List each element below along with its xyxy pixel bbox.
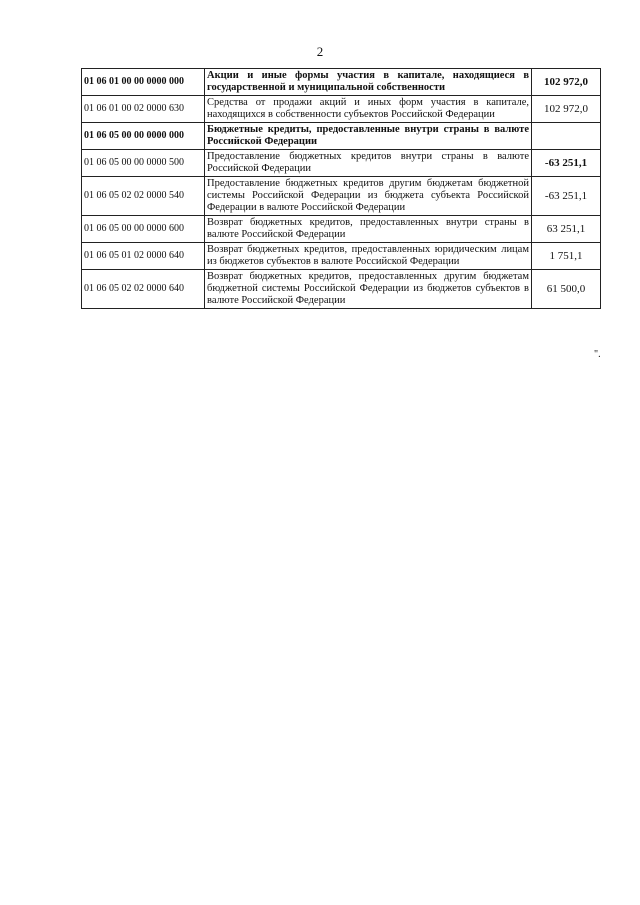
table-row <box>82 69 601 96</box>
item-name-cell: Предоставление бюджетных кредитов другим бюджетам бюджетной системы Российской Федерации из бюджета субъекта Российской Федерации в валюте Российской Федерации <box>205 177 532 216</box>
table-row <box>82 216 601 243</box>
table-row <box>82 150 601 177</box>
budget-code-cell: 01 06 05 02 02 0000 540 <box>82 177 205 216</box>
table-row <box>82 177 601 216</box>
amount-cell: -63 251,1 <box>532 177 601 216</box>
budget-sources-table <box>81 68 601 309</box>
amount-cell: 63 251,1 <box>532 216 601 243</box>
item-name-cell: Средства от продажи акций и иных форм участия в капитале, находящихся в собственности субъектов Российской Федерации <box>205 96 532 123</box>
table-row <box>82 96 601 123</box>
item-name-cell: Возврат бюджетных кредитов, предоставленных юридическим лицам из бюджетов субъектов в валюте Российской Федерации <box>205 243 532 270</box>
item-name-cell: Возврат бюджетных кредитов, предоставленных другим бюджетам бюджетной системы Российской Федерации из бюджетов субъектов в валюте Российской Федерации <box>205 270 532 309</box>
table-row <box>82 123 601 150</box>
budget-code-cell: 01 06 05 00 00 0000 000 <box>82 123 205 150</box>
amount-cell: 102 972,0 <box>532 69 601 96</box>
table-row <box>82 270 601 309</box>
budget-code-cell: 01 06 05 00 00 0000 600 <box>82 216 205 243</box>
budget-code-cell: 01 06 01 00 00 0000 000 <box>82 69 205 96</box>
amount-cell: 61 500,0 <box>532 270 601 309</box>
table-row <box>82 243 601 270</box>
item-name-cell: Предоставление бюджетных кредитов внутри страны в валюте Российской Федерации <box>205 150 532 177</box>
page-number: 2 <box>316 44 324 59</box>
closing-quote-mark: ". <box>594 349 601 360</box>
amount-cell: 1 751,1 <box>532 243 601 270</box>
budget-code-cell: 01 06 05 01 02 0000 640 <box>82 243 205 270</box>
amount-cell <box>532 123 601 150</box>
budget-code-cell: 01 06 05 00 00 0000 500 <box>82 150 205 177</box>
amount-cell: 102 972,0 <box>532 96 601 123</box>
item-name-cell: Акции и иные формы участия в капитале, находящиеся в государственной и муниципальной собственности <box>205 69 532 96</box>
item-name-cell: Бюджетные кредиты, предоставленные внутри страны в валюте Российской Федерации <box>205 123 532 150</box>
item-name-cell: Возврат бюджетных кредитов, предоставленных внутри страны в валюте Российской Федерации <box>205 216 532 243</box>
amount-cell: -63 251,1 <box>532 150 601 177</box>
budget-code-cell: 01 06 05 02 02 0000 640 <box>82 270 205 309</box>
budget-code-cell: 01 06 01 00 02 0000 630 <box>82 96 205 123</box>
